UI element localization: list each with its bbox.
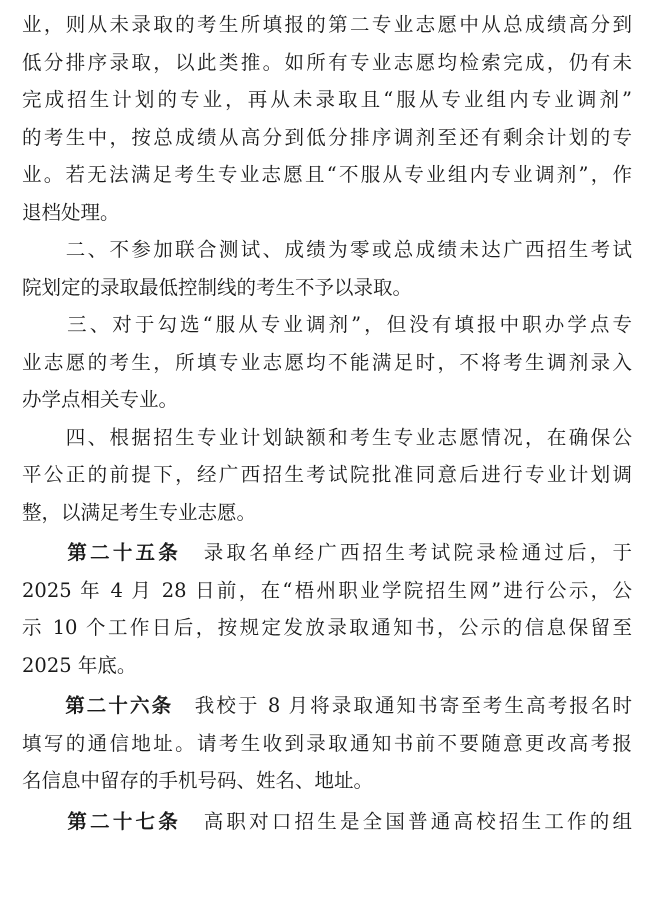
article-first-line [22,534,632,572]
text-line: 2025 年底。 [22,653,137,677]
article-heading: 第二十六条 [65,694,174,717]
text-line: 三、对于勾选“服从专业调剂”，但没有填报中职办学点专 [22,313,632,336]
text-line: 低分排序录取，以此类推。如所有专业志愿均检索完成，仍有未 [22,50,632,74]
paragraph-item-three [22,306,632,419]
text-line: 完成招生计划的专业，再从未录取且“服从专业组内专业调剂” [22,88,632,111]
text-line: 业志愿的考生，所填专业志愿均不能满足时，不将考生调剂录入 [22,350,632,374]
article-first-line [22,687,632,725]
article-heading: 第二十五条 [67,541,181,564]
text-line: 二、不参加联合测试、成绩为零或总成绩未达广西招生考试 [22,238,632,261]
text-line: 2025 年 4 月 28 日前，在“梧州职业学院招生网”进行公示，公 [22,578,632,602]
article-first-line [22,803,632,841]
paragraph-admission-order [22,6,632,231]
text-line: 的考生中，按总成绩从高分到低分排序调剂至还有剩余计划的专 [22,125,632,149]
text-line: 业。若无法满足考生专业志愿且“不服从专业组内专业调剂”，作 [22,163,632,186]
article-first-text: 录取名单经广西招生考试院录检通过后，于 [180,541,632,564]
article-26 [22,687,632,800]
article-heading: 第二十七条 [67,809,181,833]
text-line: 院划定的录取最低控制线的考生不予以录取。 [22,275,413,299]
text-line: 办学点相关专业。 [22,388,179,411]
paragraph-item-two [22,231,632,306]
text-line: 示 10 个工作日后，按规定发放录取通知书，公示的信息保留至 [22,616,632,639]
text-line: 名信息中留存的手机号码、姓名、地址。 [22,769,374,792]
text-line: 整，以满足考生专业志愿。 [22,500,257,524]
text-line: 退档处理。 [22,200,120,224]
text-line: 业，则从未录取的考生所填报的第二专业志愿中从总成绩高分到 [22,13,632,36]
paragraph-item-four [22,419,632,532]
article-27 [22,803,632,841]
text-line: 四、根据招生专业计划缺额和考生专业志愿情况，在确保公 [22,425,632,449]
article-first-text: 我校于 8 月将录取通知书寄至考生高考报名时 [173,694,632,717]
article-25 [22,534,632,684]
text-line: 填写的通信地址。请考生收到录取通知书前不要随意更改高考报 [22,731,632,755]
text-line: 平公正的前提下，经广西招生考试院批准同意后进行专业计划调 [22,463,632,486]
article-first-text: 高职对口招生是全国普通高校招生工作的组 [180,809,632,833]
